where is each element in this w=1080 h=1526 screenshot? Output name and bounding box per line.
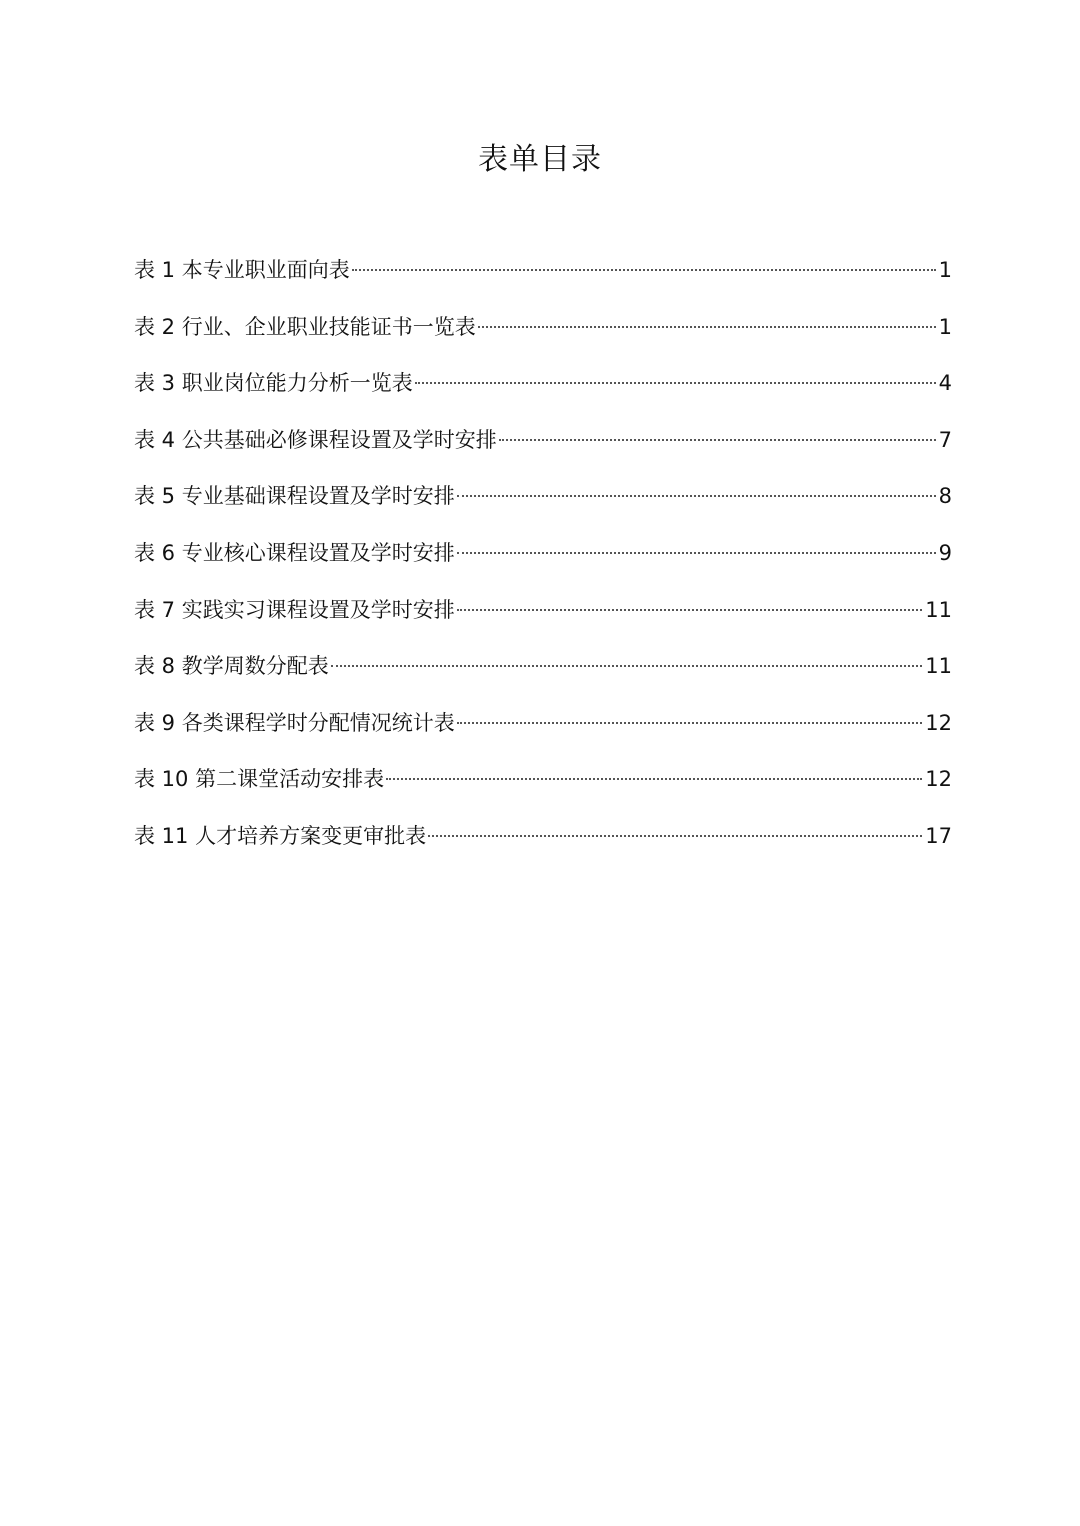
toc-page-number: 12 (925, 710, 952, 735)
toc-dot-leader (386, 778, 922, 780)
toc-page-number: 11 (925, 597, 952, 622)
toc-entry (134, 705, 952, 762)
toc-dot-leader (457, 552, 936, 554)
toc-dot-leader (499, 439, 936, 441)
toc-entry (134, 365, 952, 422)
toc-entry (134, 309, 952, 366)
toc-entry-label: 表 2 行业、企业职业技能证书一览表 (134, 314, 476, 339)
toc-page-number: 1 (938, 258, 952, 282)
toc-entry-label: 表 9 各类课程学时分配情况统计表 (134, 710, 455, 735)
toc-page-number: 4 (938, 371, 952, 396)
toc-entry-label: 表 10 第二课堂活动安排表 (134, 767, 385, 792)
toc-entry (134, 252, 952, 309)
toc-page-number: 11 (925, 654, 952, 679)
toc-page-number: 12 (925, 767, 952, 792)
toc-page-number: 9 (938, 540, 952, 565)
toc-dot-leader (415, 382, 936, 384)
toc-page-number: 7 (938, 427, 952, 452)
toc-entry (134, 648, 952, 705)
toc-entry-label: 表 11 人才培养方案变更审批表 (134, 823, 427, 848)
toc-dot-leader (331, 665, 923, 667)
toc-entry (134, 422, 952, 479)
toc-entry-label: 表 8 教学周数分配表 (134, 654, 329, 679)
toc-entry-label: 表 5 专业基础课程设置及学时安排 (134, 484, 455, 509)
toc-page-number: 8 (938, 484, 952, 509)
table-of-contents (134, 252, 952, 875)
toc-page-number: 1 (938, 314, 952, 339)
toc-entry-label: 表 7 实践实习课程设置及学时安排 (134, 597, 455, 622)
toc-dot-leader (457, 722, 923, 724)
toc-entry (134, 535, 952, 592)
toc-entry-label: 表 6 专业核心课程设置及学时安排 (134, 540, 455, 565)
toc-dot-leader (457, 495, 936, 497)
toc-entry (134, 592, 952, 649)
page-title: 表单目录 (478, 142, 602, 177)
toc-page-number: 17 (925, 823, 952, 848)
toc-dot-leader (352, 269, 936, 271)
toc-dot-leader (478, 326, 936, 328)
toc-entry (134, 818, 952, 875)
toc-entry-label: 表 3 职业岗位能力分析一览表 (134, 371, 413, 396)
toc-dot-leader (457, 609, 923, 611)
toc-entry (134, 761, 952, 818)
toc-dot-leader (428, 835, 922, 837)
toc-entry (134, 478, 952, 535)
toc-entry-label: 表 1 本专业职业面向表 (134, 258, 350, 282)
toc-entry-label: 表 4 公共基础必修课程设置及学时安排 (134, 427, 497, 452)
